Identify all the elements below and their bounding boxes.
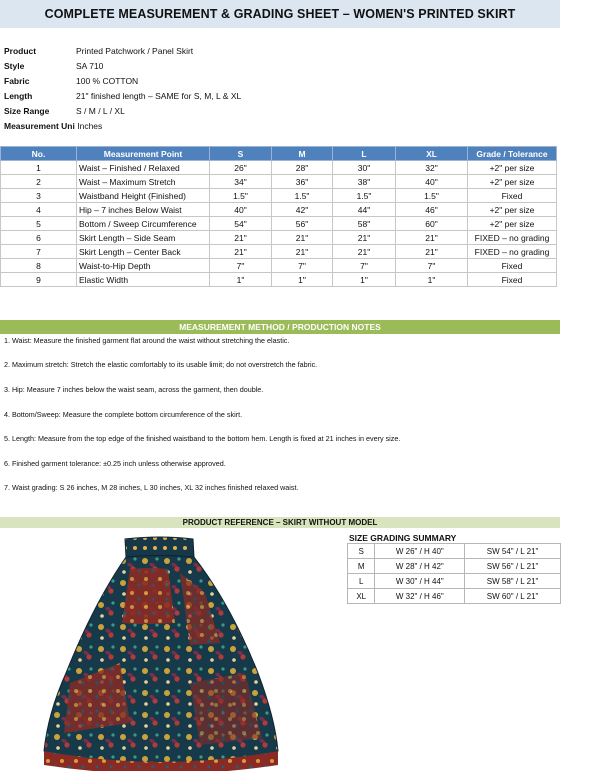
cell-tolerance: Fixed (468, 259, 557, 273)
note-item: 7. Waist grading: S 26 inches, M 28 inches, L 30 inches, XL 32 inches finished relaxed waist. (4, 483, 299, 492)
spec-label: Length (4, 91, 33, 101)
table-row (1, 203, 557, 217)
cell-no: 8 (1, 259, 77, 273)
table-row (348, 559, 561, 574)
summary-sweep-length: SW 56" / L 21" (465, 559, 561, 574)
table-row (1, 273, 557, 287)
cell-l: 30" (333, 161, 396, 175)
cell-s: 34" (210, 175, 272, 189)
note-item: 3. Hip: Measure 7 inches below the waist seam, across the garment, then double. (4, 385, 264, 394)
cell-point: Skirt Length – Center Back (77, 245, 210, 259)
spec-value: Inches (77, 121, 103, 131)
note-item: 5. Length: Measure from the top edge of the finished waistband to the bottom hem. Length is fixed at 21 inches in every size. (4, 434, 401, 443)
table-row (1, 217, 557, 231)
cell-point: Elastic Width (77, 273, 210, 287)
cell-point: Skirt Length – Side Seam (77, 231, 210, 245)
skirt-product-image (30, 533, 295, 771)
spec-label: Style (4, 61, 25, 71)
note-item: 2. Maximum stretch: Stretch the elastic comfortably to its usable limit; do not overstretch the fabric. (4, 360, 318, 369)
summary-size: XL (348, 589, 375, 604)
cell-tolerance: +2" per size (468, 217, 557, 231)
cell-s: 40" (210, 203, 272, 217)
notes-heading: MEASUREMENT METHOD / PRODUCTION NOTES (0, 320, 560, 334)
summary-sweep-length: SW 54" / L 21" (465, 544, 561, 559)
table-row (1, 231, 557, 245)
cell-no: 4 (1, 203, 77, 217)
summary-waist-hip: W 28" / H 42" (375, 559, 465, 574)
spec-value: SA 710 (76, 61, 104, 71)
sheet-title: COMPLETE MEASUREMENT & GRADING SHEET – WOMEN'S PRINTED SKIRT (0, 0, 560, 28)
col-header: S (210, 147, 272, 161)
cell-point: Waist – Finished / Relaxed (77, 161, 210, 175)
summary-title: SIZE GRADING SUMMARY (349, 533, 457, 543)
cell-xl: 46" (396, 203, 468, 217)
summary-waist-hip: W 32" / H 46" (375, 589, 465, 604)
table-row (1, 189, 557, 203)
cell-l: 44" (333, 203, 396, 217)
cell-point: Hip – 7 inches Below Waist (77, 203, 210, 217)
spec-value: 100 % COTTON (76, 76, 139, 86)
cell-tolerance: FIXED – no grading (468, 231, 557, 245)
cell-m: 7" (272, 259, 333, 273)
col-header: XL (396, 147, 468, 161)
spec-label: Product (4, 46, 37, 56)
cell-xl: 21" (396, 231, 468, 245)
cell-no: 1 (1, 161, 77, 175)
summary-size: M (348, 559, 375, 574)
table-row (348, 544, 561, 559)
spec-label: Measurement Uni (4, 121, 75, 131)
spec-value: 21" finished length – SAME for S, M, L & XL (76, 91, 242, 101)
summary-sweep-length: SW 58" / L 21" (465, 574, 561, 589)
table-row (348, 574, 561, 589)
cell-no: 6 (1, 231, 77, 245)
cell-tolerance: +2" per size (468, 175, 557, 189)
cell-tolerance: +2" per size (468, 161, 557, 175)
cell-point: Waistband Height (Finished) (77, 189, 210, 203)
cell-point: Waist-to-Hip Depth (77, 259, 210, 273)
cell-point: Waist – Maximum Stretch (77, 175, 210, 189)
note-item: 6. Finished garment tolerance: ±0.25 inch unless otherwise approved. (4, 459, 226, 468)
note-item: 4. Bottom/Sweep: Measure the complete bottom circumference of the skirt. (4, 410, 243, 419)
summary-waist-hip: W 30" / H 44" (375, 574, 465, 589)
cell-xl: 32" (396, 161, 468, 175)
cell-no: 2 (1, 175, 77, 189)
cell-xl: 21" (396, 245, 468, 259)
cell-l: 1.5" (333, 189, 396, 203)
reference-heading: PRODUCT REFERENCE – SKIRT WITHOUT MODEL (0, 517, 560, 528)
spec-value: Printed Patchwork / Panel Skirt (76, 46, 194, 56)
table-row (1, 245, 557, 259)
cell-tolerance: FIXED – no grading (468, 245, 557, 259)
cell-s: 21" (210, 245, 272, 259)
cell-l: 21" (333, 245, 396, 259)
cell-s: 26" (210, 161, 272, 175)
col-header: L (333, 147, 396, 161)
table-row (1, 161, 557, 175)
cell-m: 36" (272, 175, 333, 189)
cell-tolerance: Fixed (468, 273, 557, 287)
table-header-row (1, 147, 557, 161)
cell-l: 21" (333, 231, 396, 245)
col-header: No. (1, 147, 77, 161)
cell-no: 9 (1, 273, 77, 287)
cell-m: 21" (272, 245, 333, 259)
table-row (1, 175, 557, 189)
cell-xl: 7" (396, 259, 468, 273)
cell-no: 3 (1, 189, 77, 203)
skirt-waistband (125, 537, 194, 557)
cell-s: 1.5" (210, 189, 272, 203)
spec-value: S / M / L / XL (76, 106, 125, 116)
summary-size: S (348, 544, 375, 559)
spec-label: Size Range (4, 106, 50, 116)
cell-no: 7 (1, 245, 77, 259)
cell-no: 5 (1, 217, 77, 231)
cell-l: 1" (333, 273, 396, 287)
cell-tolerance: Fixed (468, 189, 557, 203)
cell-m: 21" (272, 231, 333, 245)
cell-m: 1" (272, 273, 333, 287)
cell-s: 21" (210, 231, 272, 245)
cell-l: 7" (333, 259, 396, 273)
cell-l: 58" (333, 217, 396, 231)
cell-xl: 40" (396, 175, 468, 189)
spec-label: Fabric (4, 76, 30, 86)
col-header: Grade / Tolerance (468, 147, 557, 161)
cell-s: 1" (210, 273, 272, 287)
table-row (1, 259, 557, 273)
note-item: 1. Waist: Measure the finished garment flat around the waist without stretching the elastic. (4, 336, 290, 345)
cell-l: 38" (333, 175, 396, 189)
summary-size: L (348, 574, 375, 589)
cell-m: 1.5" (272, 189, 333, 203)
col-header: M (272, 147, 333, 161)
measurement-table (0, 146, 557, 287)
cell-s: 54" (210, 217, 272, 231)
cell-xl: 1" (396, 273, 468, 287)
summary-sweep-length: SW 60" / L 21" (465, 589, 561, 604)
cell-tolerance: +2" per size (468, 203, 557, 217)
cell-point: Bottom / Sweep Circumference (77, 217, 210, 231)
skirt-panel (122, 568, 175, 624)
cell-s: 7" (210, 259, 272, 273)
size-grading-summary-table (347, 543, 561, 604)
cell-xl: 1.5" (396, 189, 468, 203)
cell-m: 28" (272, 161, 333, 175)
col-header: Measurement Point (77, 147, 210, 161)
summary-waist-hip: W 26" / H 40" (375, 544, 465, 559)
cell-xl: 60" (396, 217, 468, 231)
table-row (348, 589, 561, 604)
cell-m: 42" (272, 203, 333, 217)
cell-m: 56" (272, 217, 333, 231)
